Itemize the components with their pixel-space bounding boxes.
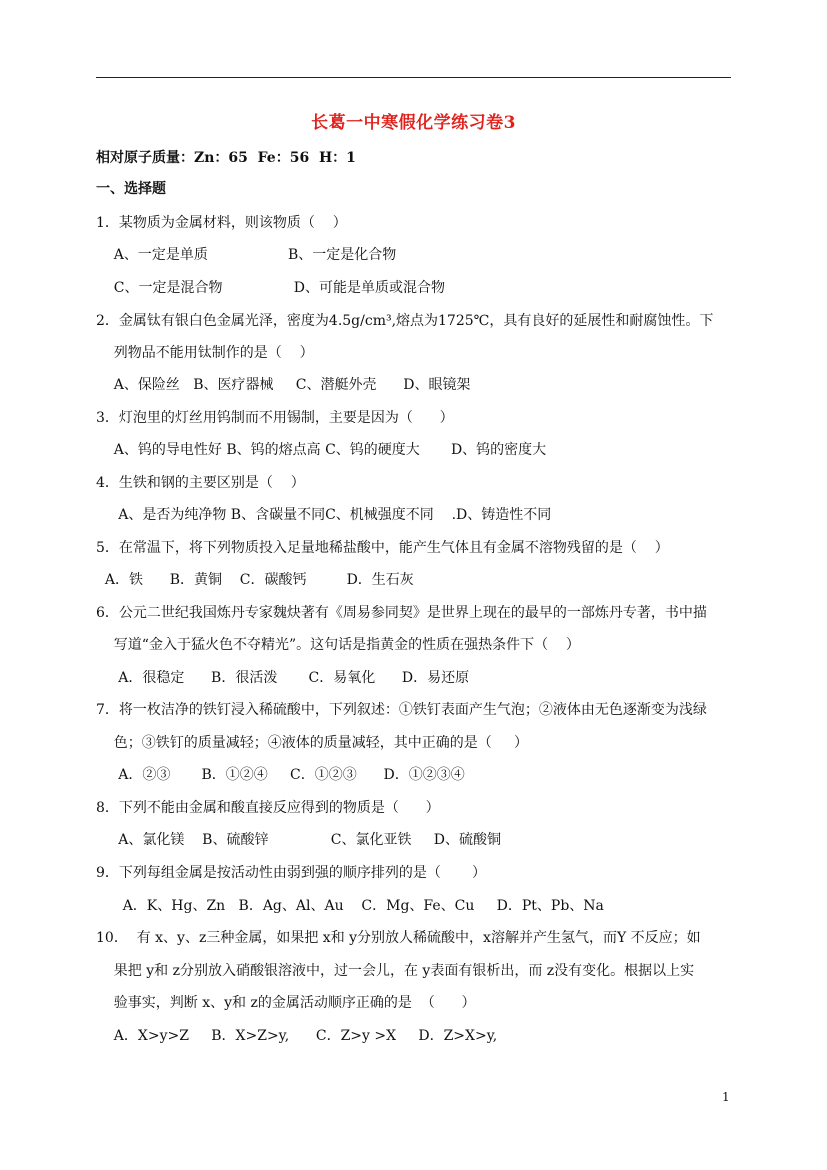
question-line: 3．灯泡里的灯丝用钨制而不用锡制，主要是因为（ ） [96,410,454,426]
section-heading: 一、选择题 [96,181,166,197]
question-line: 验事实，判断 x、y和 z的金属活动顺序正确的是 （ ） [96,995,476,1011]
option-line: A．铁 B．黄铜 C．碳酸钙 D．生石灰 [96,572,414,588]
question-line: 写道“金入于猛火色不夺精光”。这句话是指黄金的性质在强热条件下（ ） [96,637,580,653]
option-line: A．X>y>Z B．X>Z>y, C．Z>y >X D．Z>X>y, [96,1028,498,1044]
question-line: 8．下列不能由金属和酸直接反应得到的物质是（ ） [96,800,440,816]
question-line: 5．在常温下，将下列物质投入足量地稀盐酸中，能产生气体且有金属不溶物残留的是（ ） [96,540,669,556]
question-line: 果把 y和 z分别放入硝酸银溶液中，过一会儿，在 y表面有银析出，而 z没有变化。根据以上实 [96,963,695,979]
question-line: 6．公元二世纪我国炼丹专家魏炔著有《周易参同契》是世界上现在的最早的一部炼丹专著，书中描 [96,605,707,621]
page-title: 长葛一中寒假化学练习卷3 [311,113,516,133]
option-line: A、是否为纯净物 B、含碳量不同C、机械强度不同 .D、铸造性不同 [96,507,552,523]
question-line: 4．生铁和钢的主要区别是（ ） [96,475,305,491]
question-line: 7．将一枚洁净的铁钉浸入稀硫酸中，下列叙述：①铁钉表面产生气泡；②液体由无色逐渐变为浅绿 [96,702,707,718]
atomic-mass-line: 相对原子质量：Zn：65 Fe：56 H：1 [96,150,356,166]
option-line: A．②③ B．①②④ C．①②③ D．①②③④ [96,767,465,783]
page-number: 1 [722,1090,730,1104]
option-line: A．很稳定 B．很活泼 C．易氧化 D．易还原 [96,670,470,686]
question-line: 2．金属钛有银白色金属光泽，密度为4.5g/cm³,熔点为1725℃，具有良好的延展性和耐腐蚀性。下 [96,313,714,329]
question-line: 列物品不能用钛制作的是（ ） [96,345,314,361]
option-line: A、氯化镁 B、硫酸锌 C、氯化亚铁 D、硫酸铜 [96,832,501,848]
option-line: C、一定是混合物 D、可能是单质或混合物 [96,280,445,296]
question-line: 1．某物质为金属材料，则该物质（ ） [96,215,347,231]
header-rule [96,77,731,78]
option-line: A、钨的导电性好 B、钨的熔点高 C、钨的硬度大 D、钨的密度大 [96,442,547,458]
option-line: A、一定是单质 B、一定是化合物 [96,247,397,263]
question-line: 9．下列每组金属是按活动性由弱到强的顺序排列的是（ ） [96,865,487,881]
question-line: 色；③铁钉的质量减轻；④液体的质量减轻，其中正确的是（ ） [96,735,529,751]
option-line: A、保险丝 B、医疗器械 C、潜艇外壳 D、眼镜架 [96,377,471,393]
question-line: 10． 有 x、y、z三种金属，如果把 x和 y分别放人稀硫酸中，x溶解并产生氢气，而Y 不反应；如 [96,930,701,946]
option-line: A．K、Hg、Zn B．Ag、Al、Au C．Mg、Fe、Cu D．Pt、Pb、Na [96,898,604,914]
